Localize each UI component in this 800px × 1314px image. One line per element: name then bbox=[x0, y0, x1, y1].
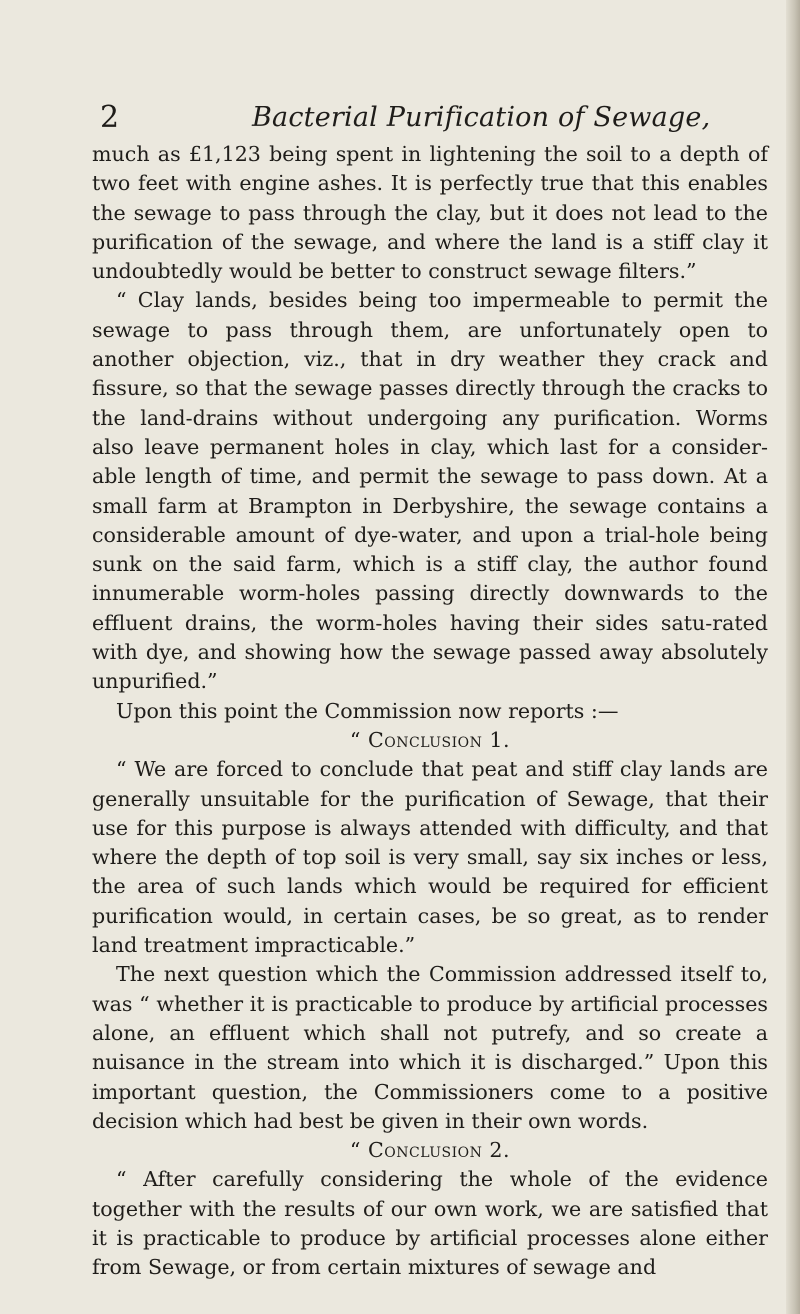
paragraph-continuation: much as £1,123 being spent in lightening the soil to a depth of two feet with engine ashes. It is perfectly true that this enables the sewage to pass through the clay, but it does not lead to the purification of the sewage, and where the land is a stiff clay it undoubtedly would be better to construct sewage filters.” bbox=[92, 142, 768, 284]
paragraph-clay-lands: “ Clay lands, besides being too impermeable to permit the sewage to pass through them, are unfortunately open to another objection, viz., that in dry weather they crack and fissure, so that the sewage passes directly through the cracks to the land-drains without undergoing any purification. Worms also leave permanent holes in clay, which last for a consider-able length of time, and permit the sewage to pass down. At a small farm at Brampton in Derbyshire, the sewage contains a considerable amount of dye-water, and upon a trial-hole being sunk on the said farm, which is a stiff clay, the author found innumerable worm-holes passing directly downwards to the effluent drains, the worm-holes having their sides satu-rated with dye, and showing how the sewage passed away absolutely unpurified.” bbox=[92, 288, 768, 694]
body-text bbox=[92, 140, 768, 1283]
heading-conclusion-1: “ Conclusion 1. bbox=[349, 727, 511, 752]
page-number: 2 bbox=[100, 100, 120, 135]
paragraph-next-question: The next question which the Commission addressed itself to, was “ whether it is practicable to produce by artificial processes alone, an effluent which shall not putrefy, and so create a nuisance in the stream into which it is discharged.” Upon this important question, the Commissioners come to a positive decision which had best be given in their own words. bbox=[92, 962, 768, 1133]
running-title: Bacterial Purification of Sewage, bbox=[252, 102, 711, 133]
page-header bbox=[100, 98, 760, 138]
paragraph-commission-reports: Upon this point the Commission now reports :— bbox=[116, 698, 619, 723]
paragraph-conclusion-1: “ We are forced to conclude that peat and stiff clay lands are generally unsuitable for the purification of Sewage, that their use for this purpose is always attended with difficulty, and that where the depth of top soil is very small, say six inches or less, the area of such lands which would be required for efficient purification would, in certain cases, be so great, as to render land treatment impracticable.” bbox=[92, 757, 768, 958]
paragraph-conclusion-2: “ After carefully considering the whole of the evidence together with the results of our own work, we are satisfied that it is practicable to produce by artificial processes alone either from Sewage, or from certain mixtures of sewage and bbox=[92, 1167, 768, 1280]
page-edge bbox=[786, 0, 800, 1314]
heading-conclusion-2: “ Conclusion 2. bbox=[349, 1138, 511, 1163]
